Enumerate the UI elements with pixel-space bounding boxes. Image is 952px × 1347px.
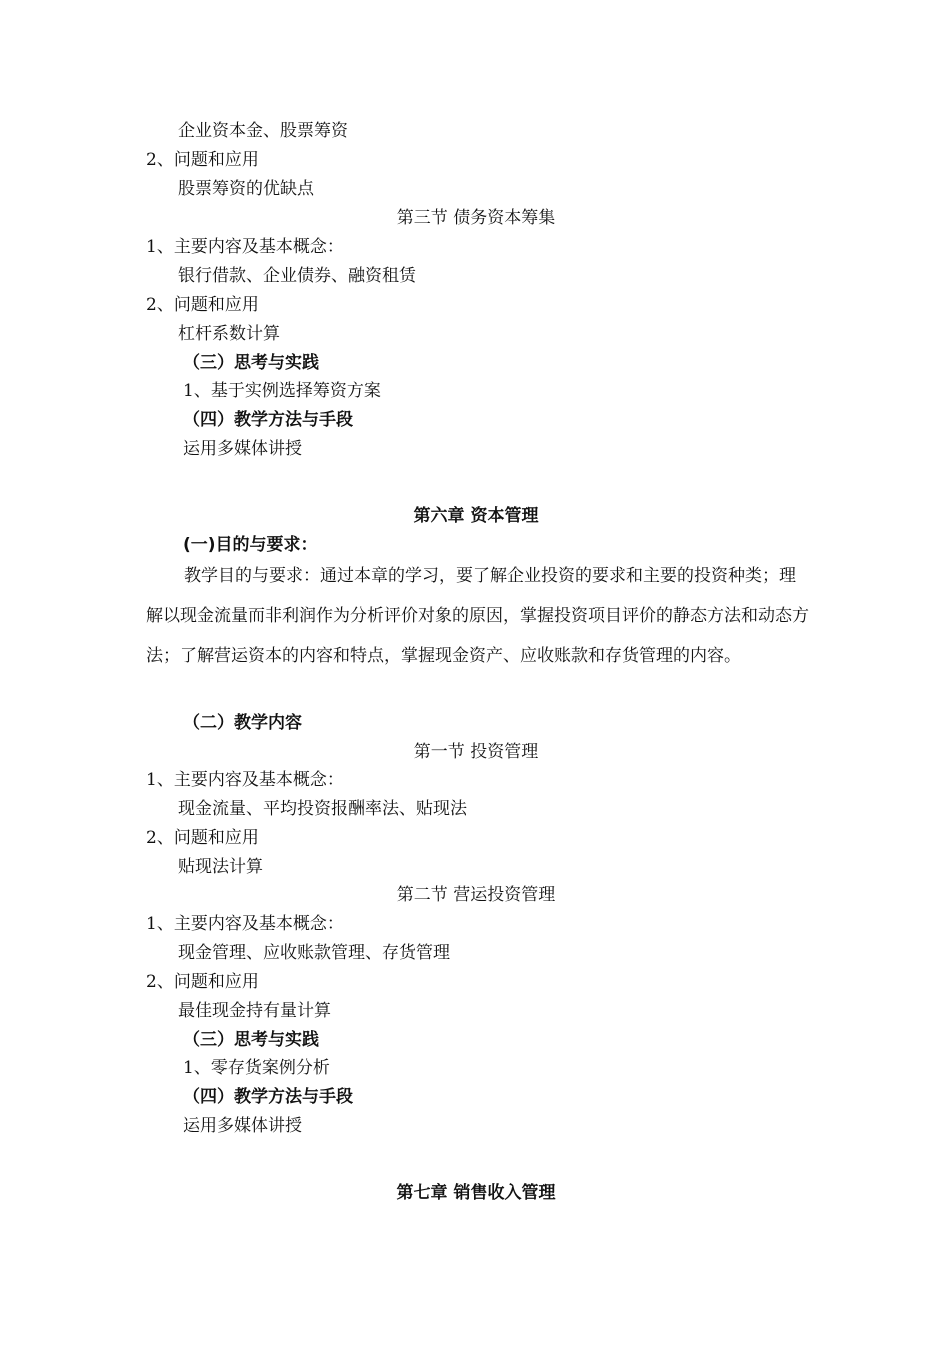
text-line: 企业资本金、股票筹资	[178, 121, 348, 141]
subsection-heading: （四）教学方法与手段	[183, 1087, 353, 1107]
text-line: 银行借款、企业债券、融资租赁	[178, 266, 416, 286]
chapter-heading: 第七章 销售收入管理	[396, 1183, 556, 1203]
text-line: 最佳现金持有量计算	[178, 1001, 331, 1021]
numbered-item: 2、问题和应用	[146, 295, 259, 315]
section-heading: 第一节 投资管理	[413, 742, 539, 762]
text-line: 现金流量、平均投资报酬率法、贴现法	[178, 799, 467, 819]
section-heading: 第二节 营运投资管理	[396, 885, 556, 905]
numbered-item: 2、问题和应用	[146, 972, 259, 992]
subsection-heading: （三）思考与实践	[183, 353, 319, 373]
text-line: 运用多媒体讲授	[183, 1116, 302, 1136]
text-line: 1、基于实例选择筹资方案	[183, 381, 381, 401]
text-line: 1、零存货案例分析	[183, 1058, 330, 1078]
subsection-heading: （二）教学内容	[183, 713, 302, 733]
text-line: 贴现法计算	[178, 857, 263, 877]
text-line: 杠杆系数计算	[178, 324, 280, 344]
numbered-item: 1、主要内容及基本概念：	[146, 914, 344, 934]
subsection-heading: （三）思考与实践	[183, 1030, 319, 1050]
chapter-heading: 第六章 资本管理	[413, 506, 539, 526]
subsection-heading: （四）教学方法与手段	[183, 410, 353, 430]
section-heading: 第三节 债务资本筹集	[396, 208, 556, 228]
numbered-item: 1、主要内容及基本概念：	[146, 237, 344, 257]
numbered-item: 2、问题和应用	[146, 828, 259, 848]
numbered-item: 1、主要内容及基本概念：	[146, 770, 344, 790]
text-line: 现金管理、应收账款管理、存货管理	[178, 943, 450, 963]
text-line: 运用多媒体讲授	[183, 439, 302, 459]
numbered-item: 2、问题和应用	[146, 150, 259, 170]
subsection-heading: (一)目的与要求：	[183, 535, 318, 555]
text-line: 股票筹资的优缺点	[178, 179, 314, 199]
paragraph: 教学目的与要求：通过本章的学习，要了解企业投资的要求和主要的投资种类；理解以现金流量而非利润作为分析评价对象的原因，掌握投资项目评价的静态方法和动态方法；了解营运资本的内容和特点，掌握现金资产、应收账款和存货管理的内容。	[146, 566, 809, 666]
